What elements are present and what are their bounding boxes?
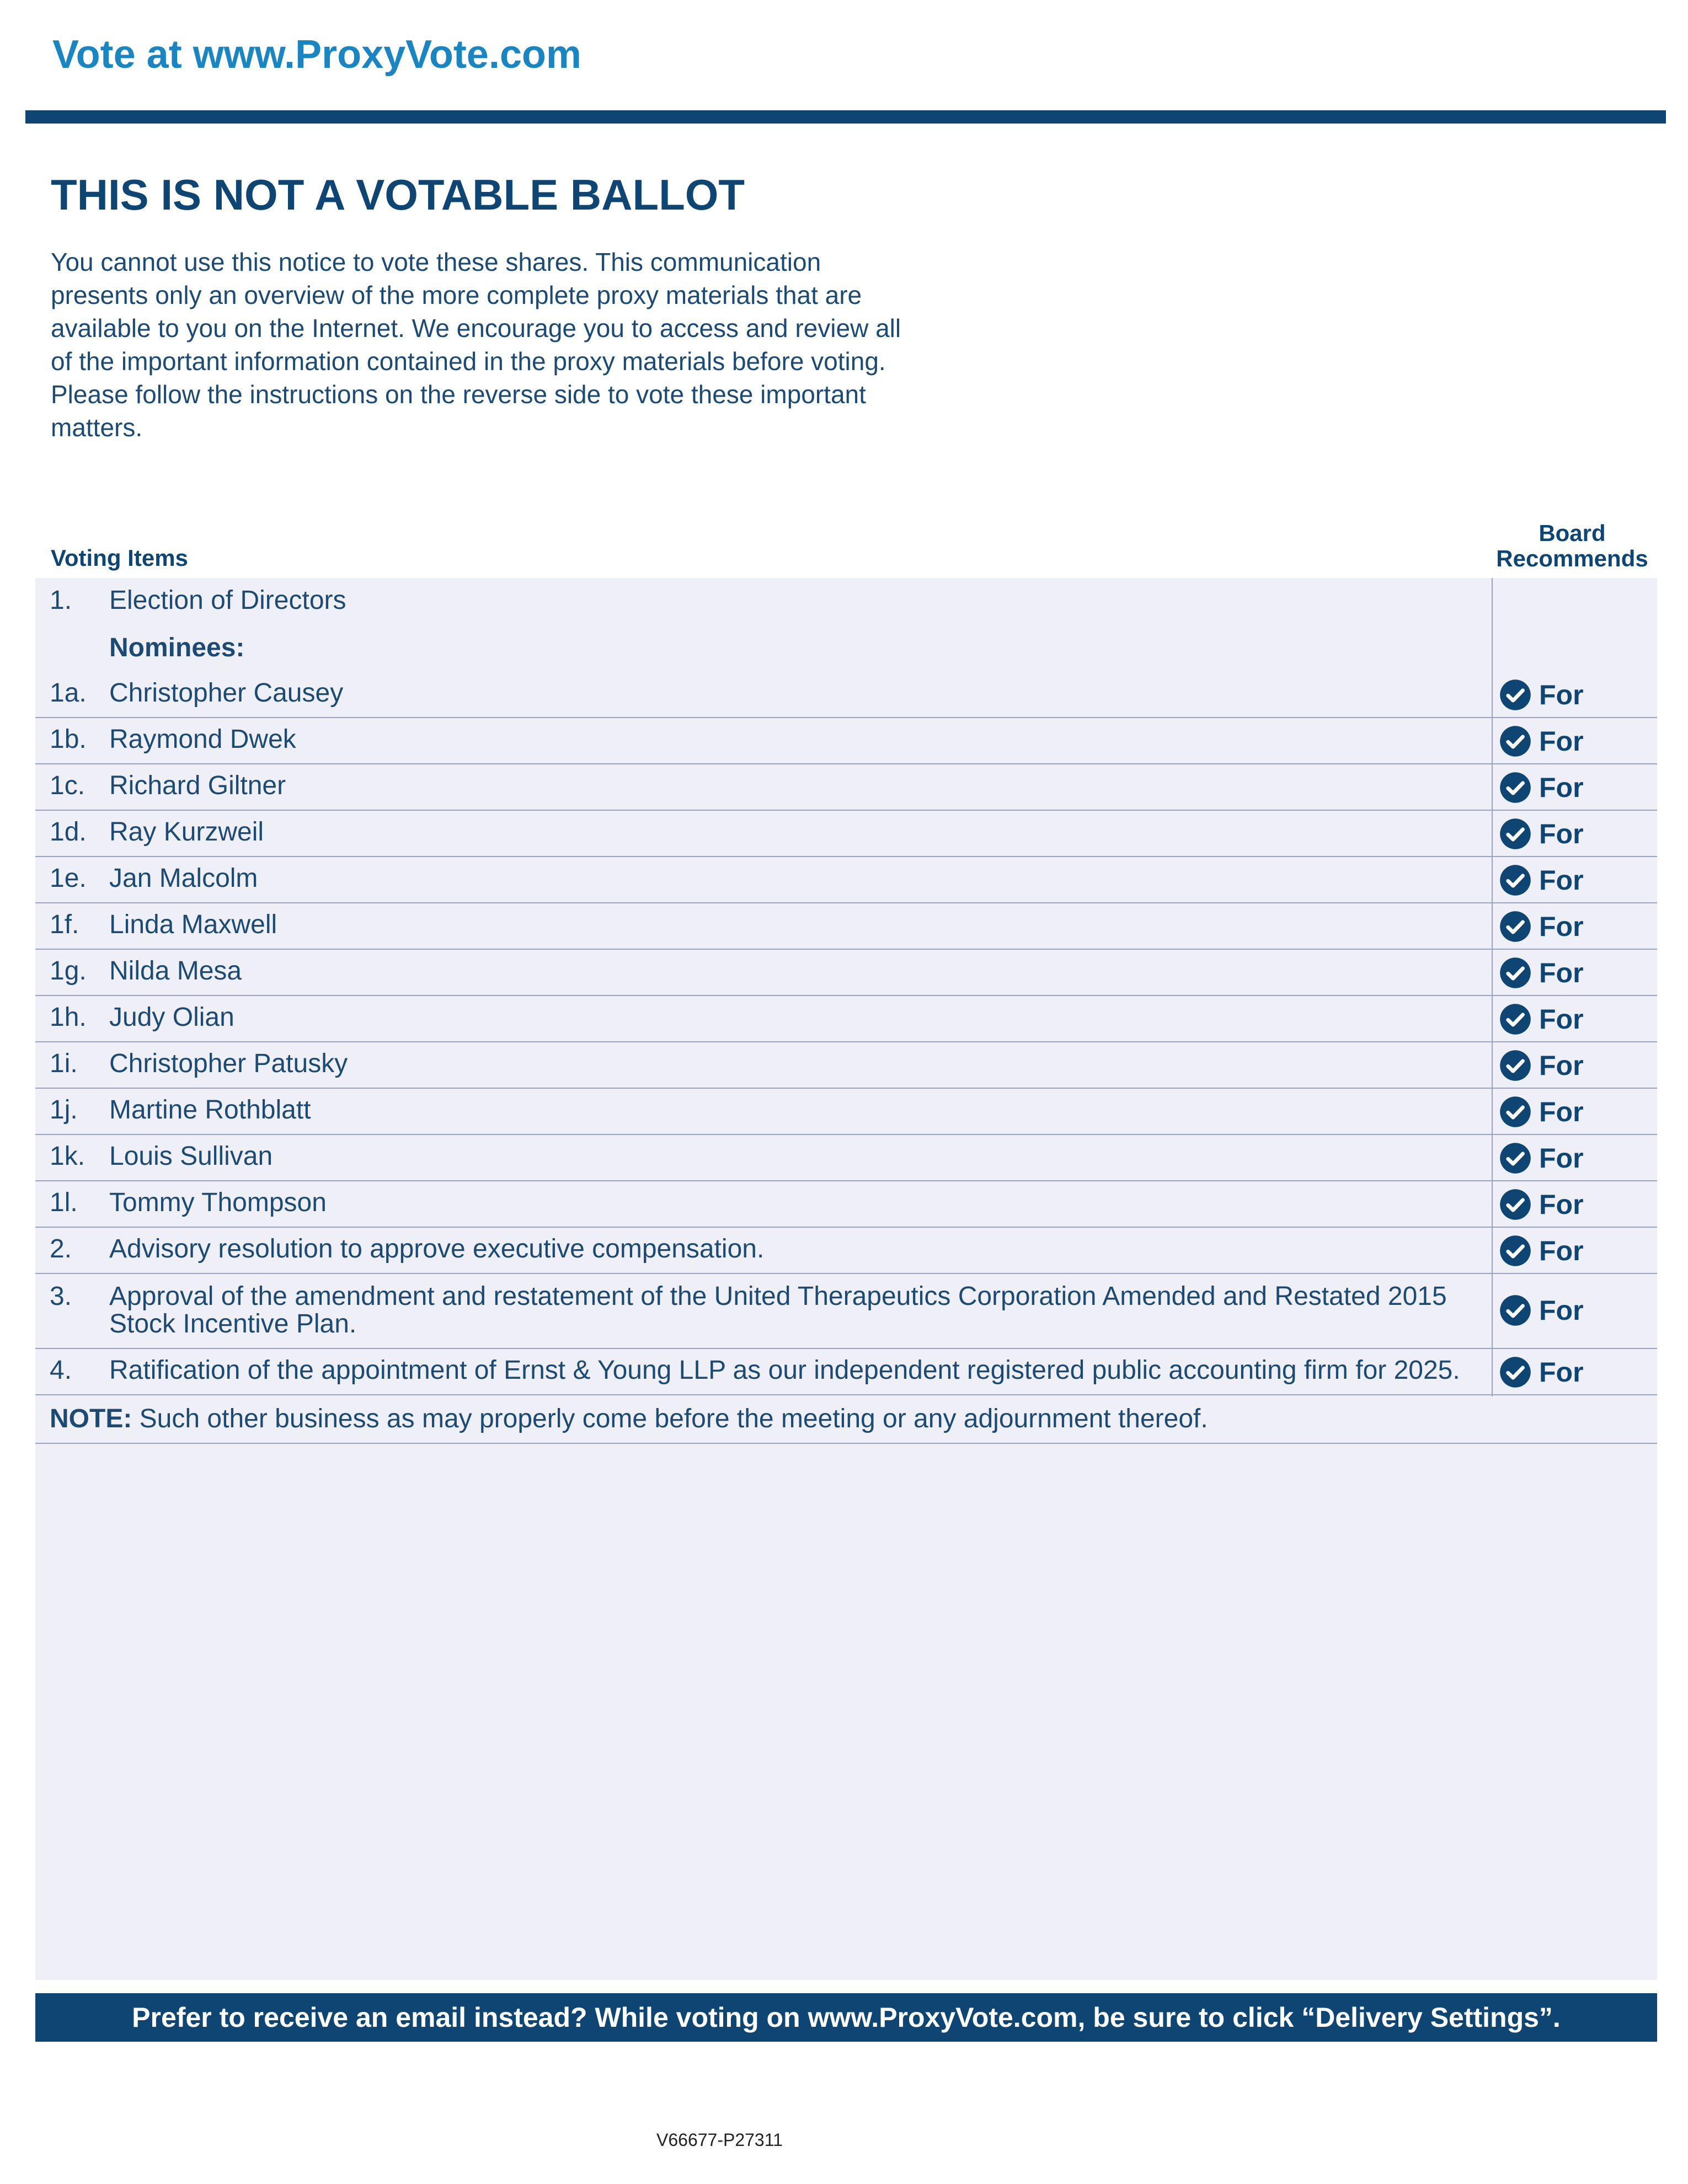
recommendation-label: For	[1539, 772, 1584, 803]
board-recommendation	[1499, 1235, 1584, 1266]
board-recommends-header	[1489, 521, 1655, 571]
item-text: Raymond Dwek	[109, 725, 296, 754]
recommendation-label: For	[1539, 1096, 1584, 1127]
check-circle-icon	[1499, 911, 1531, 943]
recommendation-label: For	[1539, 726, 1584, 757]
board-recommendation	[1499, 865, 1584, 896]
item-text: Christopher Causey	[109, 678, 344, 708]
note-body: Such other business as may properly come before the meeting or any adjournment thereof.	[132, 1404, 1208, 1433]
item-number: 1a.	[50, 678, 87, 708]
notice-body: You cannot use this notice to vote these shares. This communication presents only an overview of the more complete proxy materials that are available to you on the Internet. We encourage you to access and review all of the important information contained in the proxy materials before voting. Please follow the instructions on the reverse side to vote these important matters.	[51, 248, 901, 442]
item-text: Election of Directors	[109, 586, 346, 615]
recommendation-label: For	[1539, 1050, 1584, 1081]
item-number: 1b.	[50, 725, 87, 754]
check-circle-icon	[1499, 1003, 1531, 1035]
recommendation-label: For	[1539, 1143, 1584, 1174]
note-row	[35, 1396, 1657, 1444]
check-circle-icon	[1499, 772, 1531, 804]
nominee-row	[35, 810, 1657, 857]
nominee-row	[35, 717, 1657, 764]
board-recommendation	[1499, 1295, 1584, 1326]
nominee-row	[35, 763, 1657, 811]
nominee-row	[35, 995, 1657, 1042]
board-recommendation	[1499, 1143, 1584, 1174]
nominee-row	[35, 1088, 1657, 1135]
proposal-row	[35, 1348, 1657, 1395]
item-text: Christopher Patusky	[109, 1049, 348, 1078]
recommendation-label: For	[1539, 865, 1584, 896]
recommendation-label: For	[1539, 1295, 1584, 1326]
item-text: Approval of the amendment and restatement of the United Therapeutics Corporation Amended and Restated 2015 Stock Incentive Plan.	[109, 1282, 1447, 1339]
proposal-row	[35, 1273, 1657, 1349]
nominees-label-row	[35, 624, 1657, 671]
check-circle-icon	[1499, 1096, 1531, 1128]
notice-title: THIS IS NOT A VOTABLE BALLOT	[51, 170, 745, 219]
check-circle-icon	[1499, 725, 1531, 757]
item-text: Ratification of the appointment of Ernst & Young LLP as our independent registered public accounting firm for 2025.	[109, 1356, 1460, 1385]
nominees-label: Nominees:	[109, 633, 245, 662]
item-row-1	[35, 578, 1657, 624]
check-circle-icon	[1499, 1142, 1531, 1174]
board-recommends-line1: Board	[1539, 520, 1606, 546]
item-number: 1f.	[50, 910, 79, 939]
item-number: 1c.	[50, 771, 86, 800]
email-prompt: Prefer to receive an email instead? While voting on www.ProxyVote.com, be sure to click “Delivery Settings”.	[132, 2002, 1561, 2033]
nominee-row	[35, 856, 1657, 903]
board-recommendation	[1499, 1357, 1584, 1388]
item-number: 1i.	[50, 1049, 78, 1078]
board-recommendation	[1499, 911, 1584, 942]
nominee-row	[35, 949, 1657, 996]
check-circle-icon	[1499, 679, 1531, 711]
item-number: 4.	[50, 1356, 72, 1385]
recommendation-label: For	[1539, 818, 1584, 849]
board-recommendation	[1499, 772, 1584, 803]
item-number: 1d.	[50, 817, 87, 847]
check-circle-icon	[1499, 1235, 1531, 1267]
note-text	[50, 1405, 1208, 1433]
check-circle-icon	[1499, 1294, 1531, 1326]
nominee-row	[35, 1180, 1657, 1228]
item-text: Jan Malcolm	[109, 864, 258, 893]
recommendation-label: For	[1539, 911, 1584, 942]
item-text: Advisory resolution to approve executive compensation.	[109, 1234, 765, 1264]
check-circle-icon	[1499, 1356, 1531, 1388]
item-text: Linda Maxwell	[109, 910, 277, 939]
header-rule	[25, 110, 1666, 124]
note-label: NOTE:	[50, 1404, 132, 1433]
item-number: 2.	[50, 1234, 72, 1264]
item-number: 1k.	[50, 1142, 86, 1171]
vote-link[interactable]: Vote at www.ProxyVote.com	[52, 33, 581, 77]
board-recommendation	[1499, 1096, 1584, 1127]
recommendation-label: For	[1539, 679, 1584, 710]
item-text: Ray Kurzweil	[109, 817, 264, 847]
board-recommendation	[1499, 818, 1584, 849]
recommendation-label: For	[1539, 1235, 1584, 1266]
item-text: Nilda Mesa	[109, 956, 242, 986]
item-number: 1l.	[50, 1188, 78, 1217]
document-code: V66677-P27311	[656, 2130, 783, 2150]
check-circle-icon	[1499, 1050, 1531, 1082]
check-circle-icon	[1499, 957, 1531, 989]
voting-items-panel	[35, 578, 1657, 1980]
voting-items-header: Voting Items	[51, 545, 188, 571]
nominee-row	[35, 902, 1657, 950]
recommendation-label: For	[1539, 1004, 1584, 1035]
recommendation-label: For	[1539, 1189, 1584, 1220]
item-text: Louis Sullivan	[109, 1142, 273, 1171]
item-text: Martine Rothblatt	[109, 1095, 311, 1125]
board-recommendation	[1499, 1050, 1584, 1081]
board-recommendation	[1499, 679, 1584, 710]
board-recommends-line2: Recommends	[1496, 545, 1648, 571]
footer-banner	[35, 1993, 1657, 2042]
item-number: 1h.	[50, 1003, 87, 1032]
board-recommendation	[1499, 1189, 1584, 1220]
item-text: Judy Olian	[109, 1003, 234, 1032]
board-recommendation	[1499, 1004, 1584, 1035]
check-circle-icon	[1499, 818, 1531, 850]
proposal-row	[35, 1227, 1657, 1274]
item-number: 1g.	[50, 956, 87, 986]
recommendation-label: For	[1539, 957, 1584, 988]
check-circle-icon	[1499, 864, 1531, 896]
check-circle-icon	[1499, 1189, 1531, 1221]
item-number: 1j.	[50, 1095, 78, 1125]
board-recommendation	[1499, 957, 1584, 988]
item-number: 3.	[50, 1282, 72, 1311]
board-recommendation	[1499, 726, 1584, 757]
nominee-row	[35, 1041, 1657, 1089]
nominee-row	[35, 671, 1657, 718]
item-text: Tommy Thompson	[109, 1188, 327, 1217]
item-number: 1e.	[50, 864, 87, 893]
recommendation-label: For	[1539, 1357, 1584, 1388]
nominee-row	[35, 1134, 1657, 1181]
item-text: Richard Giltner	[109, 771, 286, 800]
item-number: 1.	[50, 586, 72, 615]
